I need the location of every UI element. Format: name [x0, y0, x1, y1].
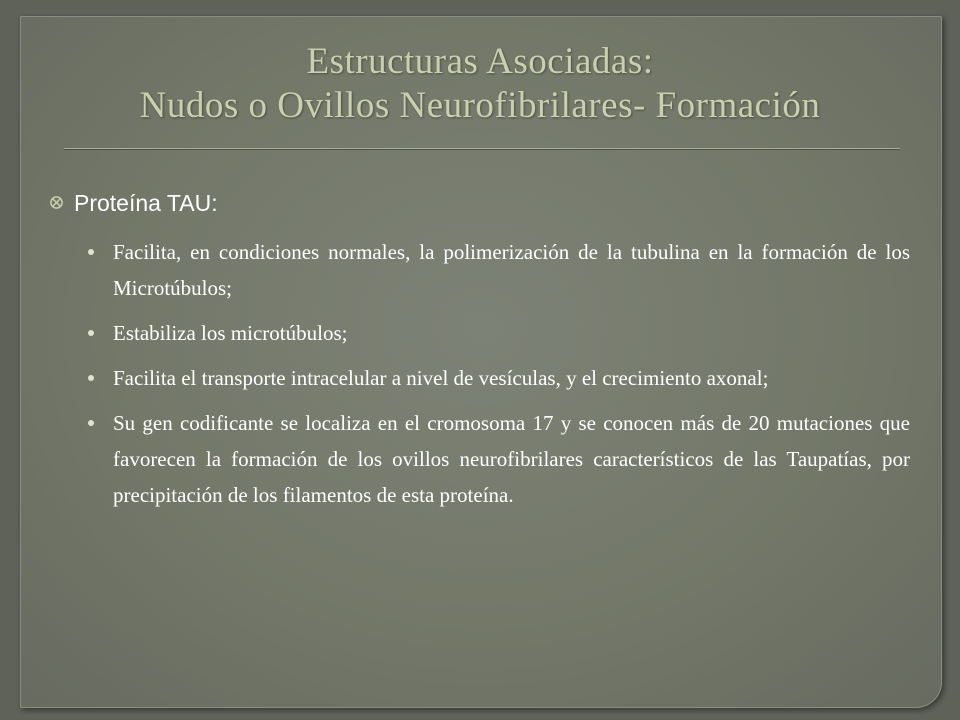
bullet-dot-icon [88, 420, 94, 426]
heading-text: Proteína TAU: [74, 190, 218, 216]
bullet-dot-icon [88, 375, 94, 381]
circled-cross-bullet-icon [50, 196, 63, 209]
slide-title [0, 40, 960, 128]
bullet-dot-icon [88, 249, 94, 255]
heading-item [50, 186, 910, 220]
title-line-1: Estructuras Asociadas: [306, 41, 654, 82]
slide-body [50, 186, 910, 522]
bullet-item [50, 315, 910, 351]
bullet-text: Facilita, en condiciones normales, la polimerización de la tubulina en la formación de los Microtúbulos; [113, 240, 910, 300]
bullet-text: Facilita el transporte intracelular a nivel de vesículas, y el crecimiento axonal; [113, 366, 769, 390]
bullet-dot-icon [88, 330, 94, 336]
bullet-item [50, 360, 910, 396]
bullet-list [50, 234, 910, 513]
bullet-item [50, 405, 910, 513]
title-divider [64, 148, 900, 149]
bullet-text: Estabiliza los microtúbulos; [113, 321, 348, 345]
bullet-item [50, 234, 910, 306]
bullet-text: Su gen codificante se localiza en el cromosoma 17 y se conocen más de 20 mutaciones que favorecen la formación de los ovillos neurofibrilares característicos de las Taupatías, por precipitación de los filamentos de esta proteína. [113, 411, 910, 507]
title-line-2: Nudos o Ovillos Neurofibrilares- Formación [139, 85, 821, 126]
